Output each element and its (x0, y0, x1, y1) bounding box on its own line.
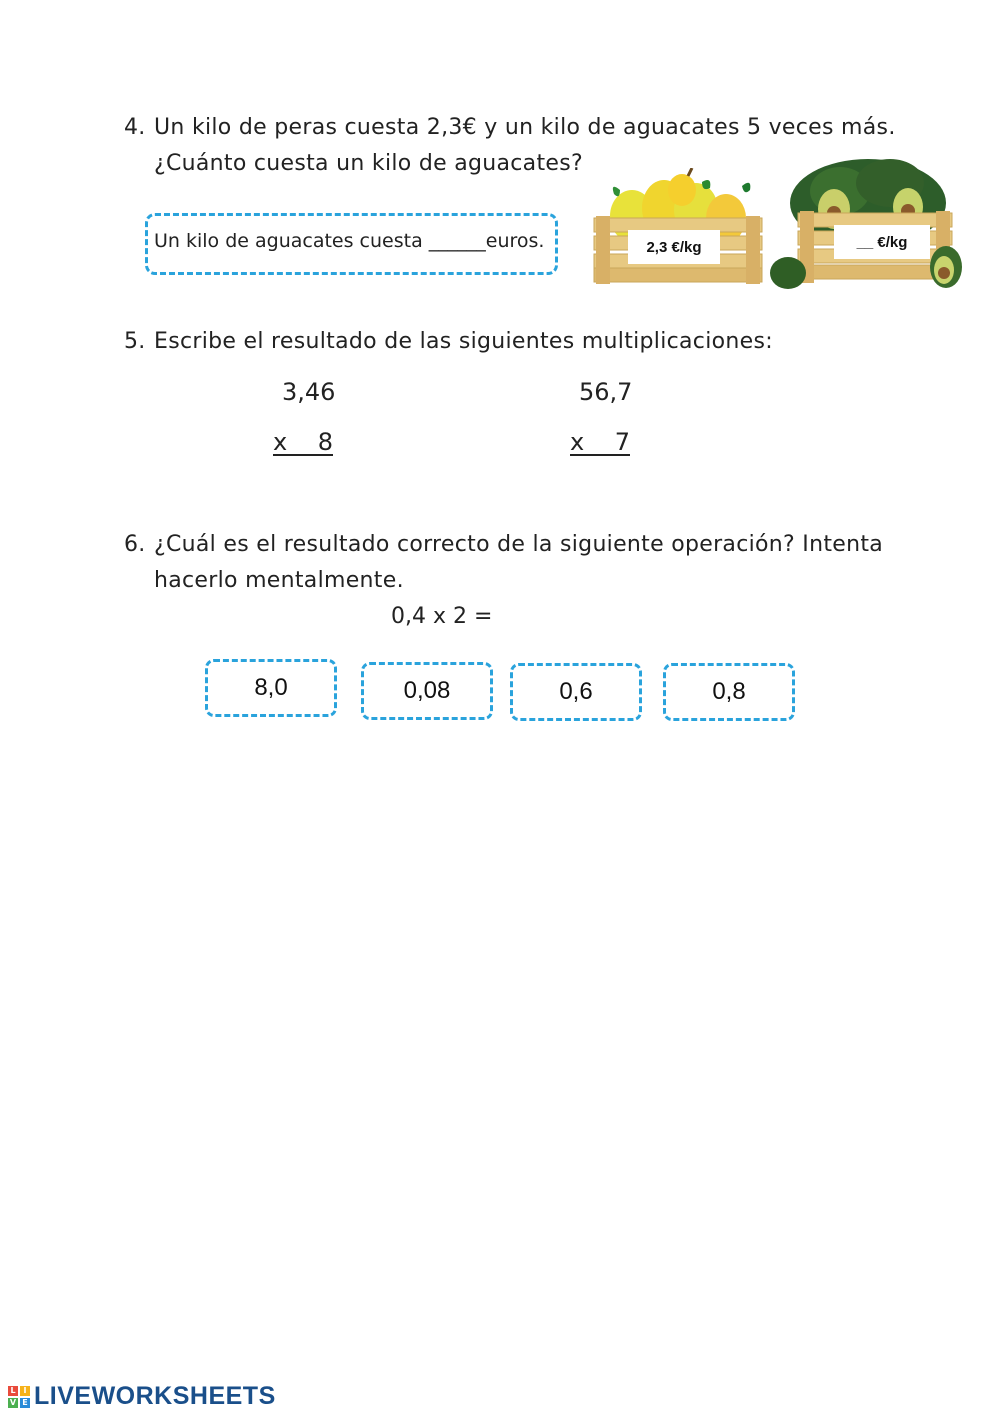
logo-text: LIVEWORKSHEETS (34, 1382, 276, 1410)
question-6-options (0, 659, 1000, 723)
question-5-number: 5. (124, 329, 146, 354)
question-4-answer-box[interactable] (145, 213, 558, 275)
question-4-line2: ¿Cuánto cuesta un kilo de aguacates? (154, 151, 583, 176)
option-0-8[interactable]: 0,8 (663, 663, 795, 721)
logo-letter: I (20, 1386, 30, 1396)
multiplication-2-top: 56,7 (579, 378, 633, 406)
pears-icon (592, 168, 764, 286)
question-5 (124, 324, 904, 360)
question-6-line2: hacerlo mentalmente. (154, 568, 404, 593)
multiplication-1-top: 3,46 (282, 378, 336, 406)
question-5-text: Escribe el resultado de las siguientes multiplicaciones: (154, 329, 773, 354)
question-4-answer-text: Un kilo de aguacates cuesta ______euros. (154, 230, 545, 252)
logo-letter: E (20, 1398, 30, 1408)
question-4-number: 4. (124, 115, 146, 140)
question-6-operation: 0,4 x 2 = (391, 604, 493, 629)
avocado-crate-image (770, 153, 964, 293)
multiplication-1-bottom: x 8 (273, 428, 333, 456)
liveworksheets-logo[interactable] (8, 1382, 276, 1411)
question-6 (124, 527, 904, 599)
logo-mark-icon (8, 1386, 30, 1408)
avocado-price-label: __ €/kg (834, 225, 930, 259)
option-8-0[interactable]: 8,0 (205, 659, 337, 717)
logo-letter: V (9, 1397, 17, 1407)
logo-letter: L (8, 1386, 18, 1396)
question-4-line1: Un kilo de peras cuesta 2,3€ y un kilo de aguacates 5 veces más. (154, 115, 896, 140)
question-6-line1: ¿Cuál es el resultado correcto de la siguiente operación? Intenta (154, 532, 884, 557)
pear-price-label: 2,3 €/kg (628, 230, 720, 264)
multiplication-2-bottom: x 7 (570, 428, 630, 456)
pear-crate-image (592, 168, 764, 286)
question-6-number: 6. (124, 532, 146, 557)
option-0-08[interactable]: 0,08 (361, 662, 493, 720)
avocados-icon (770, 153, 964, 293)
option-0-6[interactable]: 0,6 (510, 663, 642, 721)
